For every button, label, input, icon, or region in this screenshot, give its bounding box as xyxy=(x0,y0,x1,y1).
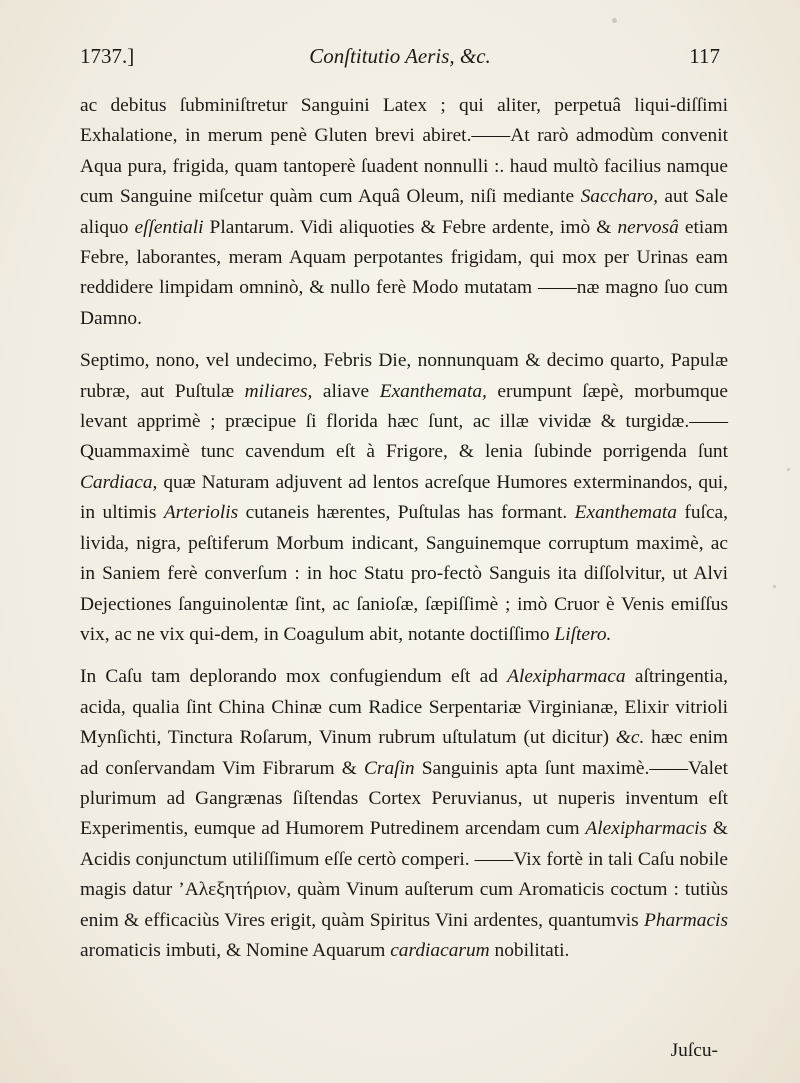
text-run: nobilitati. xyxy=(489,939,570,961)
italic-run: eſſentiali xyxy=(134,216,204,238)
running-header xyxy=(80,38,720,78)
italic-run: cardiacarum xyxy=(390,939,490,961)
italic-run: nervosâ xyxy=(617,216,679,238)
text-run: erumpunt ſæpè, morbumque levant apprimè ; præcipue ſi florida hæc ſunt, ac illæ vividæ & turgidæ.——Quammaximè tunc cavendum eſt à Frigore, & lenia ſubinde porrigenda ſunt xyxy=(80,380,728,463)
italic-run: Arteriolis xyxy=(163,502,239,524)
italic-run: Pharmacis xyxy=(643,909,728,931)
text-run: aromaticis imbuti, & Nomine Aquarum xyxy=(80,939,391,961)
text-run: In Caſu tam deplorando mox confugiendum eſt ad xyxy=(80,666,508,688)
italic-run: Craſin xyxy=(363,757,415,779)
page-number: 117 xyxy=(689,44,720,68)
italic-run: Cardiaca, xyxy=(80,471,158,493)
text-run: hæc enim ad conſervandam Vim Fibrarum & xyxy=(80,727,728,779)
body-text xyxy=(80,91,728,966)
text-run: ac debitus ſubminiſtretur Sanguini Latex ; qui aliter, perpetuâ liqui-diſſimi Exhalatione, in merum penè Gluten brevi abiret.——At rarò admodùm convenit Aqua pura, frigida, quam tantoperè ſuadent nonnulli :. haud multò facilius namque cum Sanguine miſcetur quàm cum Aquâ Oleum, niſi mediante xyxy=(80,95,728,208)
italic-run: Alexipharmacis xyxy=(585,818,708,840)
italic-run: &c. xyxy=(615,727,645,749)
header-title: Conſtitutio Aeris, &c. xyxy=(309,44,491,68)
italic-run: miliares, xyxy=(244,380,313,402)
header-year: 1737.] xyxy=(80,44,135,68)
catchword: Juſcu- xyxy=(670,1040,718,1061)
text-run: cutaneis hærentes, Puſtulas has formant. xyxy=(238,502,575,524)
italic-run: Saccharo, xyxy=(580,186,658,208)
text-run: Septimo, nono, vel undecimo, Febris Die, nonnunquam & decimo quarto, Papulæ rubræ, aut Puſtulæ xyxy=(80,350,728,402)
italic-run: Liſtero. xyxy=(554,623,612,645)
text-run: etiam Febre, laborantes, meram Aquam perpotantes frigidam, qui mox per Urinas eam reddidere limpidam omninò, & nullo ferè Modo mutatam ——næ magno ſuo cum Damno. xyxy=(80,216,728,329)
text-run: fuſca, livida, nigra, peſtiferum Morbum indicant, Sanguinemque corruptum maximè, ac in Saniem ferè converſum : in hoc Statu pro-fectò Sanguis ita diſſolvitur, ut Alvi Dejectiones ſanguinolentæ ſint, ac ſanioſæ, ſæpiſſimè ; imò Cruor è Venis emiſſus vix, ac ne vix qui-dem, in Coagulum abit, notante doctiſſimo xyxy=(80,502,729,645)
paper-speck xyxy=(773,585,776,588)
paragraph-2 xyxy=(80,346,728,650)
text-run: aut Sale aliquo xyxy=(80,186,728,238)
text-run: Plantarum. Vidi aliquoties & Febre ardente, imò & xyxy=(203,216,618,238)
text-run: aliave xyxy=(312,380,380,402)
paragraph-1 xyxy=(80,91,728,334)
paper-speck xyxy=(612,18,617,23)
text-run: & Acidis conjunctum utiliſſimum eſſe certò comperi. ——Vix fortè in tali Caſu nobile magis datur ’Αλεξητήριον, quàm Vinum auſterum cum Aromaticis coctum : tutiùs enim & efficaciùs Vires erigit, quàm Spiritus Vini ardentes, quantumvis xyxy=(80,818,728,931)
text-run: quæ Naturam adjuvent ad lentos acreſque Humores exterminandos, qui, in ultimis xyxy=(80,471,728,524)
italic-run: Exanthemata xyxy=(574,502,677,524)
text-run: Sanguinis apta ſunt maximè.——Valet plurimum ad Gangrænas ſiſtendas Cortex Peruvianus, ut nuperis inventum eſt Experimentis, eumque ad Humorem Putredinem arcendam cum xyxy=(80,757,729,840)
text-run: aſtringentia, acida, qualia ſint China Chinæ cum Radice Serpentariæ Virginianæ, Elixir vitrioli Mynſichti, Tinctura Roſarum, Vinum rubrum uſtulatum (ut dicitur) xyxy=(80,666,728,749)
italic-run: Exanthemata, xyxy=(379,380,487,402)
italic-run: Alexipharmaca xyxy=(507,666,626,688)
paragraph-3 xyxy=(80,662,728,966)
paper-speck xyxy=(787,468,790,471)
